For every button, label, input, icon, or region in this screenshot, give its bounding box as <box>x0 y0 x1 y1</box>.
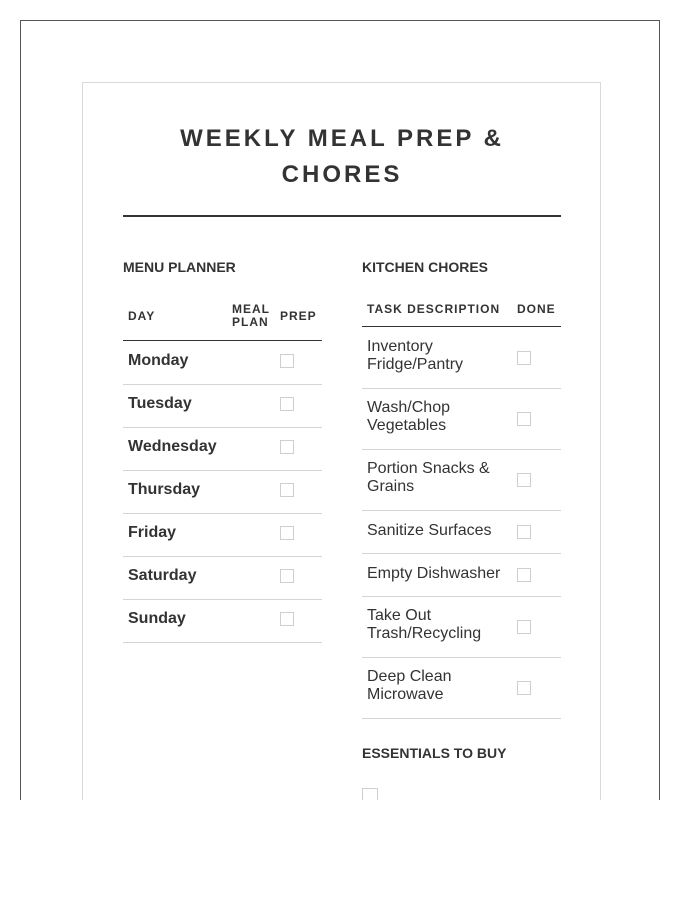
chore-task-label: Empty Dishwasher <box>367 565 501 582</box>
row-divider <box>362 510 561 511</box>
row-divider <box>123 427 322 428</box>
prep-checkbox[interactable] <box>280 569 294 583</box>
menu-planner-heading: MENU PLANNER <box>123 259 236 275</box>
prep-checkbox[interactable] <box>280 354 294 368</box>
done-checkbox[interactable] <box>517 620 531 634</box>
prep-checkbox[interactable] <box>280 397 294 411</box>
kitchen-chores-heading: KITCHEN CHORES <box>362 259 489 275</box>
done-checkbox[interactable] <box>517 525 531 539</box>
row-divider <box>123 599 322 600</box>
done-column-header: DONE <box>517 302 556 316</box>
chore-task-label: Take Out Trash/Recycling <box>367 607 482 642</box>
row-divider <box>362 596 561 597</box>
prep-column-header: PREP <box>280 309 317 323</box>
row-divider <box>362 718 561 719</box>
done-checkbox[interactable] <box>517 351 531 365</box>
done-checkbox[interactable] <box>517 681 531 695</box>
row-divider <box>123 642 322 643</box>
prep-checkbox[interactable] <box>280 526 294 540</box>
row-divider <box>362 553 561 554</box>
day-label: Monday <box>128 352 189 369</box>
row-divider <box>362 449 561 450</box>
day-label: Thursday <box>128 481 201 498</box>
chore-task-label: Deep Clean Microwave <box>367 668 452 703</box>
day-column-header: DAY <box>128 309 156 323</box>
day-label: Tuesday <box>128 395 192 412</box>
done-checkbox[interactable] <box>517 473 531 487</box>
prep-checkbox[interactable] <box>280 612 294 626</box>
title-divider <box>123 215 561 217</box>
prep-checkbox[interactable] <box>280 440 294 454</box>
planner-sheet <box>82 82 601 800</box>
chore-task-label: Inventory Fridge/Pantry <box>367 338 464 373</box>
done-checkbox[interactable] <box>517 412 531 426</box>
menu-header-rule <box>123 340 322 341</box>
chores-header-rule <box>362 326 561 327</box>
page-title: WEEKLY MEAL PREP & CHORES <box>180 125 504 188</box>
day-label: Sunday <box>128 610 186 627</box>
essentials-heading: ESSENTIALS TO BUY <box>362 745 507 761</box>
day-label: Saturday <box>128 567 197 584</box>
row-divider <box>123 556 322 557</box>
row-divider <box>362 388 561 389</box>
row-divider <box>123 513 322 514</box>
meal-plan-column-header: MEAL PLAN <box>232 302 270 329</box>
task-description-column-header: TASK DESCRIPTION <box>367 302 501 316</box>
chore-task-label: Wash/Chop Vegetables <box>367 399 450 434</box>
row-divider <box>123 384 322 385</box>
page-frame <box>20 20 660 800</box>
chore-task-label: Portion Snacks & Grains <box>367 460 490 495</box>
chore-task-label: Sanitize Surfaces <box>367 522 492 539</box>
done-checkbox[interactable] <box>517 568 531 582</box>
essentials-item-checkbox[interactable] <box>362 788 378 800</box>
row-divider <box>362 657 561 658</box>
day-label: Friday <box>128 524 177 541</box>
prep-checkbox[interactable] <box>280 483 294 497</box>
day-label: Wednesday <box>128 438 217 455</box>
row-divider <box>123 470 322 471</box>
